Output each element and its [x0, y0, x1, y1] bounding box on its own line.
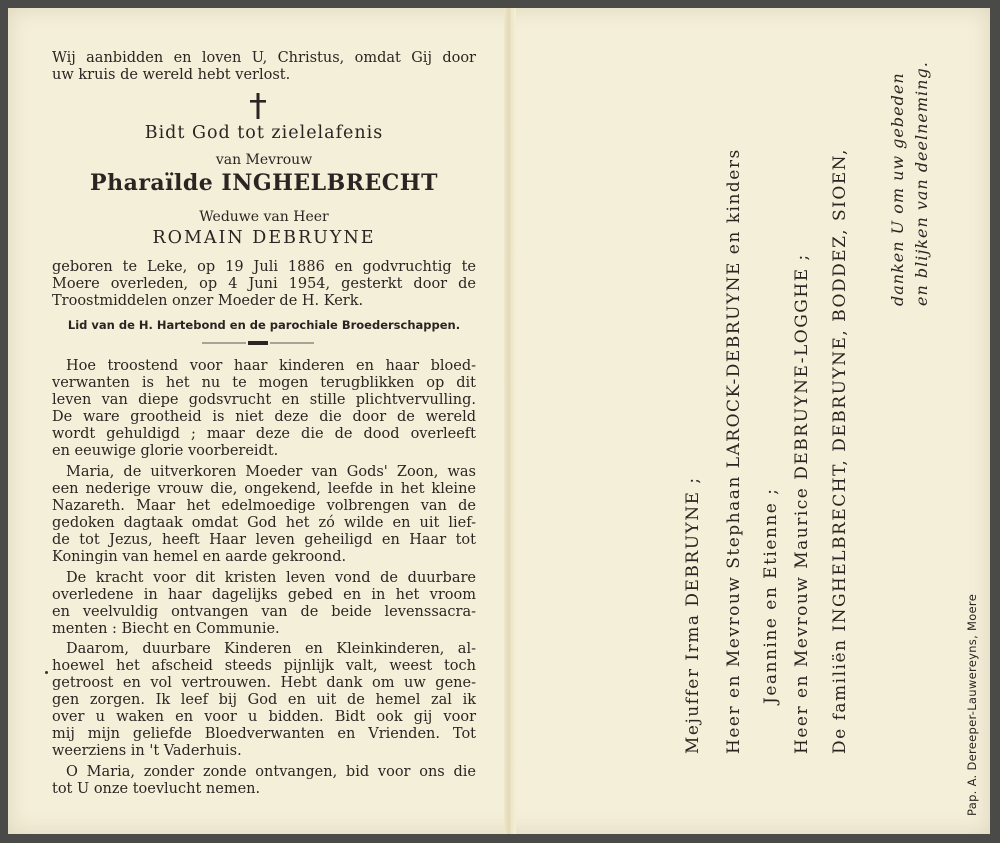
membership: Lid van de H. Hartebond en de parochiale Broederschappen. [67, 318, 461, 332]
text-line: Maria, de uitverkoren Moeder van Gods' Zoon, was [66, 464, 476, 480]
text-line: De ware grootheid is niet deze die door de wereld [52, 409, 476, 425]
family-line-children: Jeannine en Etienne ; [761, 487, 781, 704]
paragraph-3 [52, 570, 476, 638]
paragraph-4 [52, 641, 476, 760]
family-line-families: De familiën INGHELBRECHT, DEBRUYNE, BODDEZ, SIOEN, [830, 148, 850, 754]
card-fold [504, 8, 516, 834]
paragraph-1 [52, 358, 476, 460]
text-line: Moere overleden, op 4 Juni 1954, gesterkt door de [52, 276, 476, 292]
text-line: O Maria, zonder zonde ontvangen, bid voor ons die [66, 764, 476, 780]
right-page [516, 8, 990, 834]
prayer-line: Bidt God tot zielelafenis [144, 123, 384, 143]
text-line: en veelvuldig ontvangen van de beide levenssacra- [52, 604, 476, 620]
memorial-card [8, 8, 990, 834]
text-line: gen zorgen. Ik leef bij God en uit de hemel zal ik [52, 692, 476, 708]
text-line: overledene in haar dagelijks gebed en in het vroom [52, 587, 476, 603]
van-mevrouw: van Mevrouw [215, 152, 313, 168]
text-line: een nederige vrouw die, ongekend, leefde in het kleine [52, 481, 476, 497]
closing-prayer [52, 764, 476, 798]
text-line: geboren te Leke, op 19 Juli 1886 en godvruchtig te [52, 259, 476, 275]
deceased-name: Pharaïlde INGHELBRECHT [90, 170, 438, 196]
ink-speck [45, 671, 48, 674]
text-line: Nazareth. Maar het edelmoedige volbrengen van de [52, 498, 476, 514]
text-line: Hoe troostend voor haar kinderen en haar bloed- [66, 358, 476, 374]
verse-line: Wij aanbidden en loven U, Christus, omdat Gij door [52, 50, 476, 66]
verse-line: uw kruis de wereld hebt verlost. [52, 67, 291, 83]
text-line: over u waken en voor u bidden. Bidt ook gij voor [52, 709, 476, 725]
family-line-irma: Mejuffer Irma DEBRUYNE ; [683, 476, 703, 754]
text-line: tot U onze toevlucht nemen. [52, 781, 261, 797]
text-line: Koningin van hemel en aarde gekroond. [52, 549, 347, 565]
opening-verse [52, 50, 476, 84]
text-line: De kracht voor dit kristen leven vond de duurbare [66, 570, 476, 586]
text-line: weerziens in 't Vaderhuis. [52, 743, 242, 759]
text-line: gedoken dagtaak omdat God het zó wilde en uit lief- [52, 515, 476, 531]
text-line: leven van diepe godsvrucht en stille plichtvervulling. [52, 392, 476, 408]
text-line: verwanten is het nu te mogen terugblikken op dit [52, 375, 476, 391]
text-line: Troostmiddelen onzer Moeder de H. Kerk. [52, 293, 364, 309]
family-line-larock: Heer en Mevrouw Stephaan LAROCK-DEBRUYNE en kinders [724, 148, 744, 754]
text-line: mij mijn geliefde Bloedverwanten en Vrienden. Tot [52, 726, 476, 742]
text-line: en eeuwige glorie voorbereidt. [52, 443, 279, 459]
separator-ornament [202, 340, 314, 346]
text-line: hoewel het afscheid steeds pijnlijk valt, weest toch [52, 658, 476, 674]
cross-icon [247, 91, 269, 121]
family-line-logghe: Heer en Mevrouw Maurice DEBRUYNE-LOGGHE ; [792, 253, 812, 754]
thanks-line-1: danken U om uw gebeden [888, 72, 907, 306]
widow-of: Weduwe van Heer [199, 209, 329, 225]
husband-name: ROMAIN DEBRUYNE [152, 228, 376, 248]
paragraph-2 [52, 464, 476, 566]
text-line: wordt gehuldigd ; maar deze die de dood overleeft [52, 426, 476, 442]
text-line: menten : Biecht en Communie. [52, 621, 280, 637]
printer-imprint: Pap. A. Dereeper-Lauwereyns, Moere [965, 593, 979, 816]
birth-death-text [52, 259, 476, 310]
text-line: getroost en vol vertrouwen. Hebt dank om uw gene- [52, 675, 476, 691]
text-line: Daarom, duurbare Kinderen en Kleinkinderen, al- [66, 641, 476, 657]
text-line: de tot Jezus, heeft Haar leven geheiligd en Haar tot [52, 532, 476, 548]
thanks-line-2: en blijken van deelneming. [912, 61, 931, 306]
left-page [8, 8, 504, 834]
